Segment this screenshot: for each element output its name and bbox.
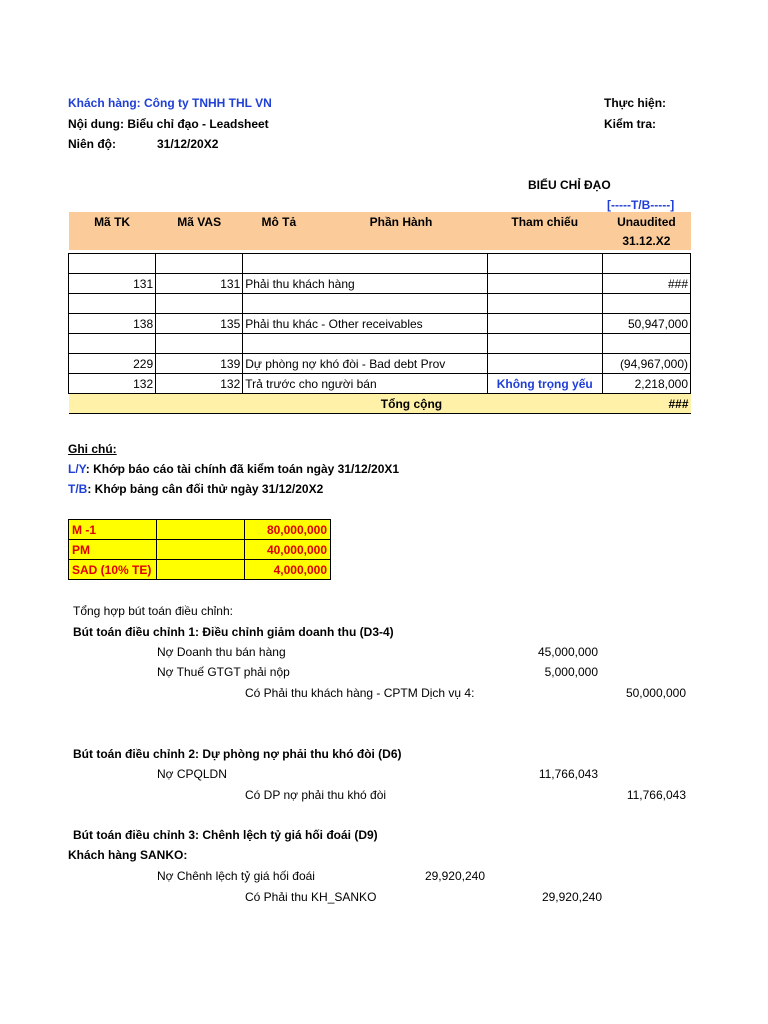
col-header-unaudited-date: 31.12.X2: [602, 231, 690, 250]
table-row: [69, 374, 691, 394]
account-code: 131: [69, 274, 156, 294]
adj2-title: Bút toán điều chỉnh 2: Dự phòng nợ phải thu khó đòi (D6): [73, 747, 402, 761]
table-row: [69, 254, 691, 274]
adj1-credit-value: 50,000,000: [625, 686, 686, 700]
col-header-mo-ta: Mô Tả: [243, 212, 315, 231]
table-row: [69, 274, 691, 294]
account-code: 138: [69, 314, 156, 334]
col-header-unaudited: Unaudited: [602, 212, 690, 231]
table-row: [69, 294, 691, 314]
table-row: [69, 334, 691, 354]
tb-tag: T/B: [68, 482, 88, 496]
adj3-debit-value: 29,920,240: [424, 869, 485, 883]
note-ly: [68, 462, 399, 476]
account-code: 132: [69, 374, 156, 394]
ly-tag: L/Y: [68, 462, 86, 476]
adj2-credit-value: 11,766,043: [626, 788, 686, 802]
col-header-ma-tk: Mã TK: [69, 212, 156, 231]
tb-column-tag: [-----T/B-----]: [607, 198, 675, 212]
account-code: 229: [69, 354, 156, 374]
table-header-row: [69, 212, 691, 231]
materiality-table: [68, 519, 331, 580]
adj3-credit-label: Có Phải thu KH_SANKO: [245, 890, 377, 904]
reference: [487, 274, 602, 294]
materiality-value: 80,000,000: [245, 520, 331, 540]
unaudited-value: 2,218,000: [602, 374, 690, 394]
reference: [487, 314, 602, 334]
adj1-debit2-label: Nợ Thuế GTGT phải nộp: [157, 665, 290, 679]
table-header-row-2: [69, 231, 691, 250]
notes-title: Ghi chú:: [68, 442, 117, 456]
materiality-value: 40,000,000: [245, 540, 331, 560]
adj3-debit-label: Nợ Chênh lệch tỷ giá hối đoái: [157, 869, 315, 883]
materiality-label: PM: [69, 540, 157, 560]
table-row: [69, 354, 691, 374]
adjustments-summary-title: Tổng hợp bút toán điều chỉnh:: [73, 604, 233, 618]
adj2-debit-label: Nợ CPQLDN: [157, 767, 227, 781]
adj2-credit-label: Có DP nợ phải thu khó đòi: [245, 788, 387, 802]
vas-code: 139: [156, 354, 243, 374]
total-row: [69, 394, 691, 414]
materiality-label: SAD (10% TE): [69, 560, 157, 580]
unaudited-value: 50,947,000: [602, 314, 690, 334]
col-header-phan-hanh: Phần Hành: [315, 212, 487, 231]
leadsheet-table: [68, 212, 691, 414]
content-description: Nội dung: Biểu chỉ đạo - Leadsheet: [68, 117, 269, 131]
vas-code: 132: [156, 374, 243, 394]
table-row: [69, 314, 691, 334]
tb-text: : Khớp bảng cân đối thử ngày 31/12/20X2: [87, 482, 324, 496]
adj3-credit-value: 29,920,240: [541, 890, 602, 904]
sheet-title: BIỂU CHỈ ĐẠO: [528, 178, 611, 192]
adj1-debit2-value: 5,000,000: [544, 665, 598, 679]
total-label: Tổng cộng: [315, 394, 487, 414]
adj2-debit-value: 11,766,043: [538, 767, 598, 781]
description: Trả trước cho người bán: [243, 374, 487, 394]
adj3-customer: Khách hàng SANKO:: [68, 848, 188, 862]
materiality-label: M -1: [69, 520, 157, 540]
adj1-title: Bút toán điều chỉnh 1: Điều chỉnh giảm doanh thu (D3-4): [73, 625, 394, 639]
vas-code: 131: [156, 274, 243, 294]
materiality-value: 4,000,000: [245, 560, 331, 580]
reference: [487, 354, 602, 374]
adj3-title: Bút toán điều chỉnh 3: Chênh lệch tỷ giá hối đoái (D9): [73, 828, 378, 842]
client-name: Khách hàng: Công ty TNHH THL VN: [68, 96, 272, 110]
vas-code: 135: [156, 314, 243, 334]
description: Phải thu khác - Other receivables: [243, 314, 487, 334]
unaudited-value: (94,967,000): [602, 354, 690, 374]
reviewed-by-label: Kiểm tra:: [604, 117, 657, 131]
reference: Không trọng yếu: [487, 374, 602, 394]
description: Phải thu khách hàng: [243, 274, 487, 294]
adj1-credit-label: Có Phải thu khách hàng - CPTM Dịch vụ 4:: [245, 686, 475, 700]
unaudited-value: ###: [602, 274, 690, 294]
performed-by-label: Thực hiện:: [604, 96, 667, 110]
col-header-tham-chieu: Tham chiếu: [487, 212, 602, 231]
materiality-row: [69, 540, 331, 560]
adj1-debit1-label: Nợ Doanh thu bán hàng: [157, 645, 286, 659]
description: Dự phòng nợ khó đòi - Bad debt Prov: [243, 354, 487, 374]
materiality-row: [69, 560, 331, 580]
period-value: 31/12/20X2: [157, 137, 219, 151]
period-label: Niên độ:: [68, 137, 116, 151]
ly-text: : Khớp báo cáo tài chính đã kiểm toán ngày 31/12/20X1: [85, 462, 400, 476]
col-header-ma-vas: Mã VAS: [156, 212, 243, 231]
materiality-row: [69, 520, 331, 540]
note-tb: [68, 482, 323, 496]
total-value: ###: [602, 394, 690, 414]
adj1-debit1-value: 45,000,000: [537, 645, 598, 659]
